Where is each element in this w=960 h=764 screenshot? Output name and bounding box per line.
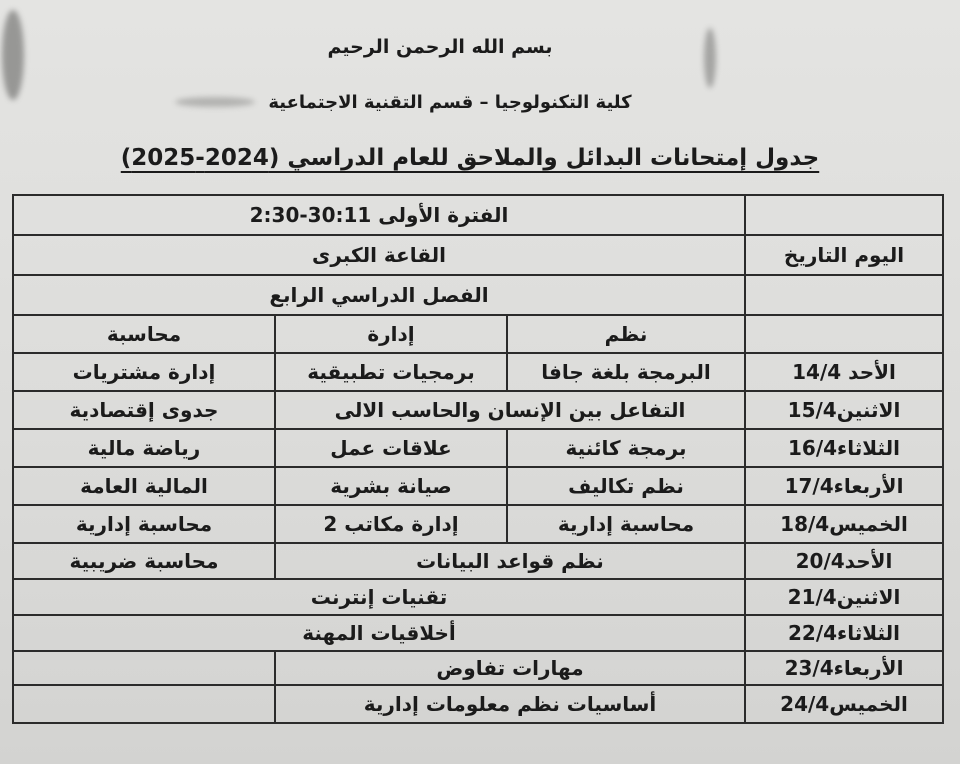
exam-cell: برمجة كائنية bbox=[507, 429, 745, 467]
table-row bbox=[13, 543, 943, 579]
column-header: إدارة bbox=[275, 315, 507, 353]
exam-cell: جدوى إقتصادية bbox=[13, 391, 275, 429]
day-date-cell: الأحد 14/4 bbox=[745, 353, 943, 391]
table-row bbox=[13, 685, 943, 723]
exam-cell: محاسبة إدارية bbox=[507, 505, 745, 543]
day-date-cell: الاثنين21/4 bbox=[745, 579, 943, 615]
day-date-cell: الأربعاء17/4 bbox=[745, 467, 943, 505]
day-date-header: اليوم التاريخ bbox=[745, 235, 943, 275]
empty-cell bbox=[745, 195, 943, 235]
exam-cell: إدارة مشتريات bbox=[13, 353, 275, 391]
exam-cell: المالية العامة bbox=[13, 467, 275, 505]
exam-cell: علاقات عمل bbox=[275, 429, 507, 467]
exam-cell: صيانة بشرية bbox=[275, 467, 507, 505]
column-header: محاسبة bbox=[13, 315, 275, 353]
empty-cell bbox=[745, 275, 943, 315]
table-row bbox=[13, 467, 943, 505]
exam-cell: إدارة مكاتب 2 bbox=[275, 505, 507, 543]
exam-cell: أساسيات نظم معلومات إدارية bbox=[275, 685, 745, 723]
table-row bbox=[13, 353, 943, 391]
table-row bbox=[13, 429, 943, 467]
exam-cell: البرمجة بلغة جافا bbox=[507, 353, 745, 391]
basmala-heading: بسم الله الرحمن الرحيم bbox=[327, 36, 553, 58]
college-heading: كلية التكنولوجيا – قسم التقنية الاجتماعية bbox=[268, 92, 632, 113]
document-title bbox=[0, 145, 960, 171]
period-cell: الفترة الأولى 30:11-2:30 bbox=[13, 195, 745, 235]
exam-cell: أخلاقيات المهنة bbox=[13, 615, 745, 651]
period-row bbox=[13, 195, 943, 235]
table-row bbox=[13, 391, 943, 429]
exam-cell: التفاعل بين الإنسان والحاسب الالى bbox=[275, 391, 745, 429]
day-date-cell: الخميس24/4 bbox=[745, 685, 943, 723]
semester-row bbox=[13, 275, 943, 315]
day-date-cell: الأربعاء23/4 bbox=[745, 651, 943, 685]
column-header-row bbox=[13, 315, 943, 353]
exam-cell: رياضة مالية bbox=[13, 429, 275, 467]
day-date-cell: الاثنين15/4 bbox=[745, 391, 943, 429]
exam-cell bbox=[13, 651, 275, 685]
table-row bbox=[13, 615, 943, 651]
day-date-cell: الثلاثاء16/4 bbox=[745, 429, 943, 467]
day-date-cell: الثلاثاء22/4 bbox=[745, 615, 943, 651]
exam-cell: تقنيات إنترنت bbox=[13, 579, 745, 615]
column-header: نظم bbox=[507, 315, 745, 353]
table-row bbox=[13, 505, 943, 543]
exam-cell: محاسبة إدارية bbox=[13, 505, 275, 543]
table-row bbox=[13, 579, 943, 615]
empty-cell bbox=[745, 315, 943, 353]
hall-cell: القاعة الكبرى bbox=[13, 235, 745, 275]
exam-cell bbox=[13, 685, 275, 723]
exam-schedule-table bbox=[12, 194, 944, 724]
semester-cell: الفصل الدراسي الرابع bbox=[13, 275, 745, 315]
hall-row bbox=[13, 235, 943, 275]
day-date-cell: الأحد20/4 bbox=[745, 543, 943, 579]
table-row bbox=[13, 651, 943, 685]
exam-cell: برمجيات تطبيقية bbox=[275, 353, 507, 391]
exam-cell: مهارات تفاوض bbox=[275, 651, 745, 685]
day-date-cell: الخميس18/4 bbox=[745, 505, 943, 543]
document-title-text: جدول إمتحانات البدائل والملاحق للعام الدراسي (2024-2025) bbox=[120, 145, 820, 171]
exam-cell: نظم قواعد البيانات bbox=[275, 543, 745, 579]
exam-cell: محاسبة ضريبية bbox=[13, 543, 275, 579]
exam-cell: نظم تكاليف bbox=[507, 467, 745, 505]
